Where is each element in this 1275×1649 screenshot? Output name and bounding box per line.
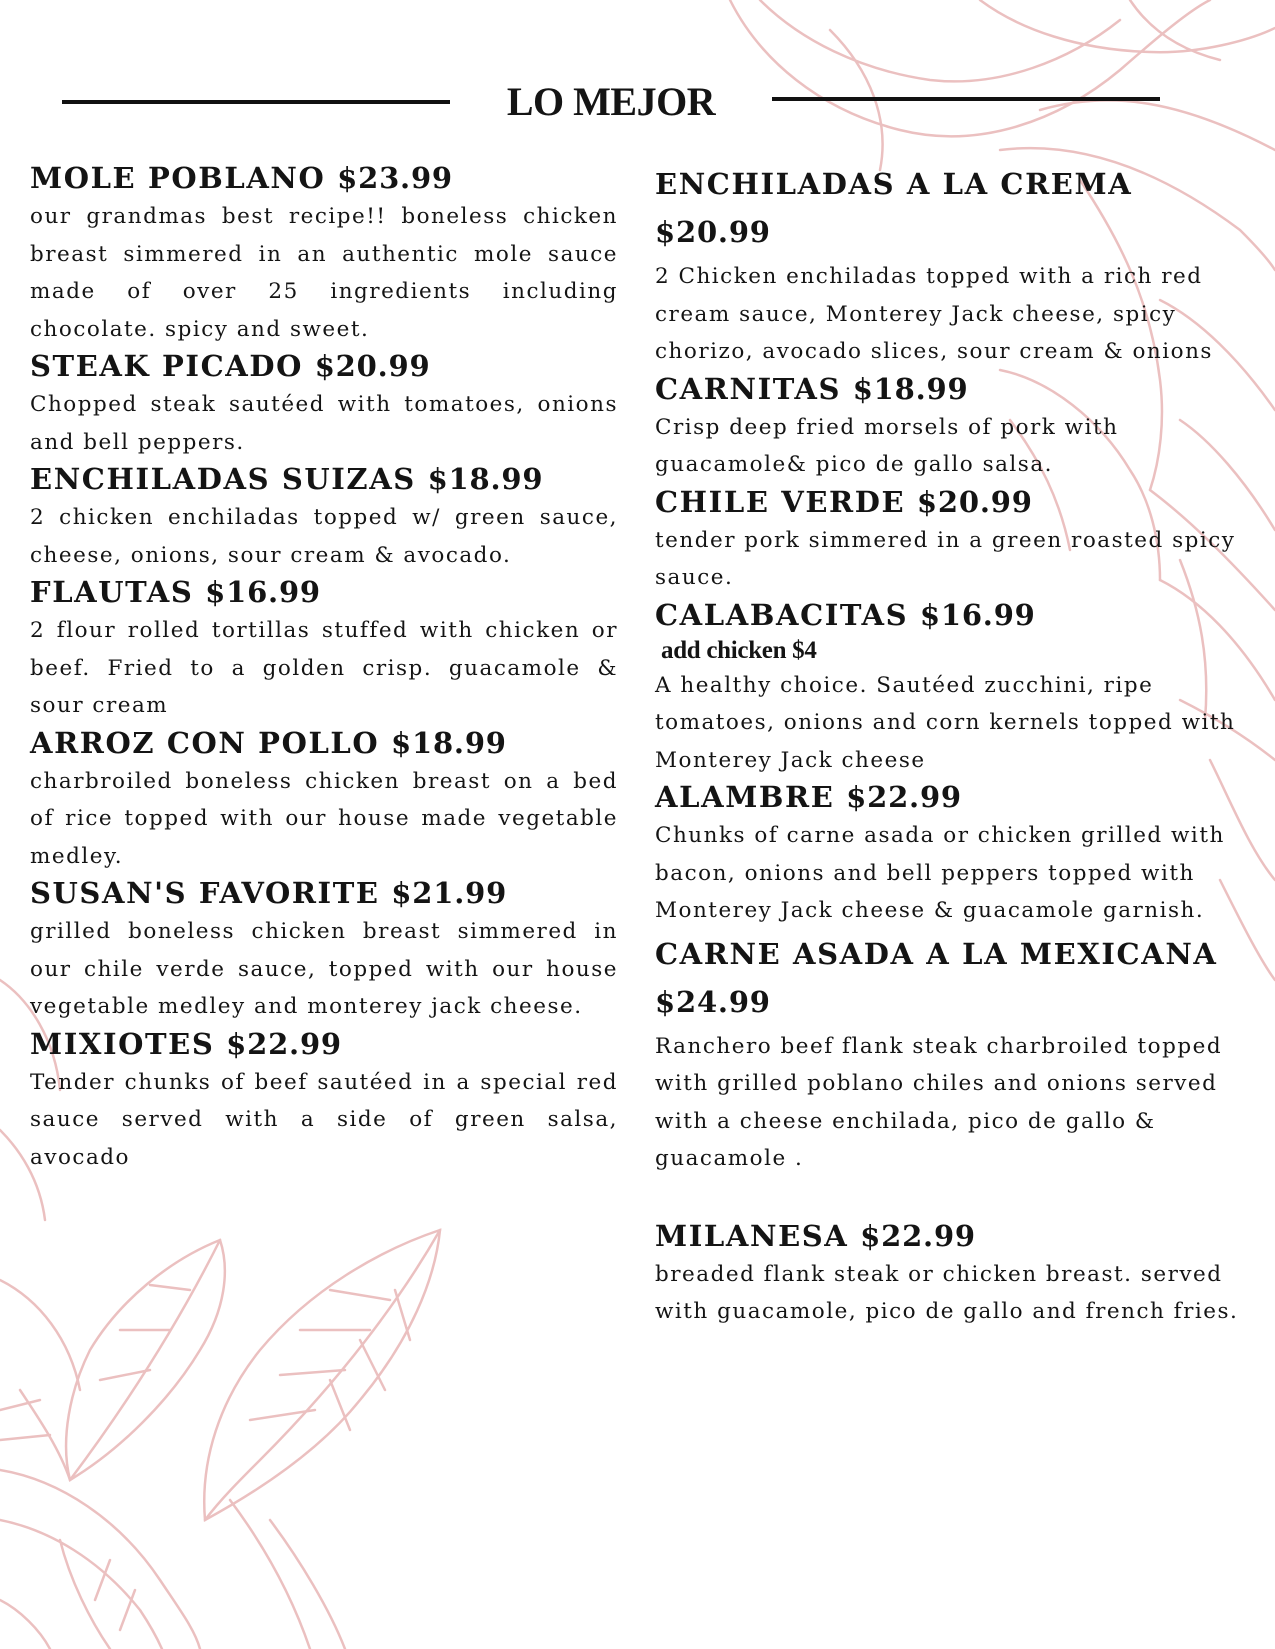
menu-item — [655, 930, 1245, 1178]
menu-item-description: 2 Chicken enchiladas topped with a rich red cream sauce, Monterey Jack cheese, spicy chorizo, avocado slices, sour cream & onions — [655, 264, 1213, 364]
menu-item-description: Chopped steak sautéed with tomatoes, onions and bell peppers. — [30, 392, 618, 455]
menu-item — [655, 1218, 1245, 1331]
menu-item-price: $16.99 — [919, 597, 1036, 632]
menu-column-left — [30, 160, 618, 1176]
menu-item-description: Chunks of carne asada or chicken grilled with bacon, onions and bell peppers topped with Monterey Jack cheese & guacamole garnish. — [655, 823, 1225, 923]
menu-item-name: MIXIOTES — [30, 1026, 215, 1061]
menu-item — [655, 371, 1245, 484]
menu-item-price: $16.99 — [205, 575, 321, 609]
menu-item-price: $22.99 — [846, 780, 962, 814]
menu-item-heading — [655, 484, 1245, 520]
menu-item-price: $22.99 — [226, 1026, 342, 1061]
menu-item-name: STEAK PICADO — [30, 349, 303, 383]
menu-item-description: Tender chunks of beef sautéed in a special red sauce served with a side of green salsa, avocado — [30, 1069, 618, 1170]
menu-item-description: A healthy choice. Sautéed zucchini, ripe tomatoes, onions and corn kernels topped with Monterey Jack cheese — [655, 672, 1236, 773]
menu-item — [30, 875, 618, 1026]
menu-item-heading — [655, 779, 1245, 815]
menu-item-heading — [655, 160, 1245, 256]
menu-item-price: $18.99 — [427, 462, 544, 496]
menu-item-description: breaded flank steak or chicken breast. served with guacamole, pico de gallo and french fries. — [655, 1261, 1239, 1324]
menu-item-price: $18.99 — [852, 371, 969, 406]
menu-item-description: Crisp deep fried morsels of pork with guacamole& pico de gallo salsa. — [655, 414, 1119, 477]
menu-item-name: CALABACITAS — [655, 597, 909, 632]
menu-item-heading — [655, 371, 1245, 407]
menu-item — [655, 779, 1245, 930]
menu-item-description: Ranchero beef flank steak charbroiled topped with grilled poblano chiles and onions served with a cheese enchilada, pico de gallo & guacamole . — [655, 1033, 1223, 1171]
menu-item-name: SUSAN'S FAVORITE — [30, 876, 380, 910]
menu-item-heading — [30, 348, 618, 384]
menu-item-name: ENCHILADAS SUIZAS — [30, 462, 416, 496]
menu-item-name: ARROZ CON POLLO — [30, 725, 380, 760]
menu-item-heading — [30, 461, 618, 497]
menu-item-name: FLAUTAS — [30, 575, 194, 609]
title-row — [0, 78, 1275, 138]
menu-item-heading — [655, 930, 1245, 1026]
title-divider-right — [772, 97, 1160, 101]
title-divider-left — [62, 100, 450, 104]
page-title: LO MEJOR — [506, 79, 716, 124]
menu-item-price: $18.99 — [391, 725, 507, 760]
menu-item-heading — [655, 597, 1245, 633]
menu-item-name: MOLE POBLANO — [30, 161, 326, 195]
menu-item-description: grilled boneless chicken breast simmered in our chile verde sauce, topped with our house vegetable medley and monterey jack cheese. — [30, 919, 618, 1019]
menu-item-heading — [30, 725, 618, 761]
menu-item — [30, 461, 618, 574]
menu-item-note: add chicken $4 — [661, 636, 817, 664]
menu-item-price: $20.99 — [655, 215, 771, 249]
menu-item-heading — [30, 875, 618, 911]
menu-item — [655, 484, 1245, 597]
menu-item-price: $21.99 — [391, 876, 508, 910]
menu-item — [30, 348, 618, 461]
menu-item-price: $23.99 — [337, 161, 453, 195]
menu-item — [655, 597, 1245, 780]
menu-item — [30, 574, 618, 725]
menu-item-description: charbroiled boneless chicken breast on a bed of rice topped with our house made vegetable medley. — [30, 768, 618, 869]
menu-item-description: 2 flour rolled tortillas stuffed with chicken or beef. Fried to a golden crisp. guacamole & sour cream — [30, 618, 618, 718]
menu-item-heading — [30, 160, 618, 196]
menu-item-heading — [655, 1218, 1245, 1254]
menu-item-name: ALAMBRE — [655, 780, 835, 814]
menu-item-name: MILANESA — [655, 1218, 849, 1253]
menu-item-description: tender pork simmered in a green roasted spicy sauce. — [655, 527, 1236, 590]
menu-item-name: CARNE ASADA A LA MEXICANA — [655, 936, 1218, 971]
menu-item-price: $20.99 — [314, 349, 431, 383]
menu-item — [30, 160, 618, 348]
menu-item — [30, 725, 618, 876]
menu-item-name: ENCHILADAS A LA CREMA — [655, 167, 1133, 201]
menu-item-description: 2 chicken enchiladas topped w/ green sauce, cheese, onions, sour cream & avocado. — [30, 505, 618, 568]
menu-item-name: CARNITAS — [655, 371, 841, 406]
menu-item-price: $22.99 — [860, 1218, 976, 1253]
menu-item-heading — [30, 1026, 618, 1062]
menu-item — [655, 160, 1245, 371]
menu-column-right — [655, 160, 1245, 1331]
menu-item-heading — [30, 574, 618, 610]
menu-item — [30, 1026, 618, 1177]
menu-item-price: $24.99 — [655, 984, 771, 1019]
menu-item-price: $20.99 — [916, 484, 1033, 519]
menu-item-name: CHILE VERDE — [655, 484, 906, 519]
menu-item-description: our grandmas best recipe!! boneless chicken breast simmered in an authentic mole sauce made of over 25 ingredients including chocolate. spicy and sweet. — [30, 204, 618, 342]
